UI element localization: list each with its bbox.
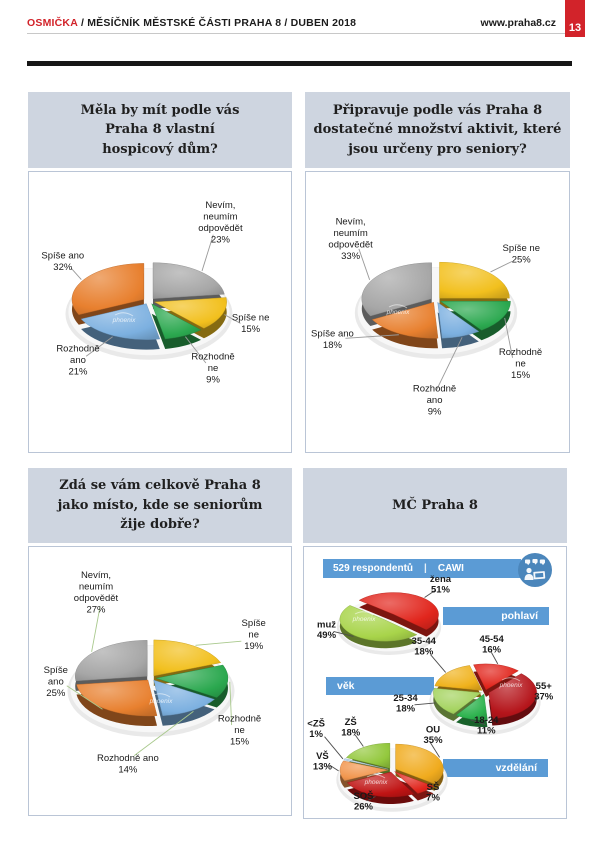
slice-label: Nevím, neumím odpovědět 23% [198,200,243,246]
age-category-label: věk [337,680,355,692]
phoenix-watermark: phoenix [352,616,376,623]
label-leader-line [195,641,241,645]
slice-label: 35-44 18% [411,636,436,658]
website-link[interactable]: www.praha8.cz [480,17,556,29]
phoenix-watermark: phoenix [149,698,173,705]
slice-label: 55+ 37% [534,681,554,703]
pie-chart-education [304,547,566,818]
phoenix-watermark: phoenix [499,682,523,689]
label-leader-line [359,249,370,280]
pie-chart-hospic [29,172,291,452]
slice-label: ZŠ 18% [341,717,361,739]
slice-label: Rozhodně ano 9% [412,383,457,418]
gender-category-label: pohlaví [501,610,538,622]
chart-area [28,546,292,816]
pie-chart-zije-dobre [29,547,291,815]
slice-label: Spíše ano 32% [41,250,85,273]
slice-label: muž 49% [317,619,337,642]
chart-area [28,171,292,453]
slice-label: 25-34 18% [393,692,418,715]
slice-label: Rozhodně ne 15% [498,347,543,382]
question-panel-aktivity [305,92,570,453]
slice-label: Spíše ano 18% [311,328,354,352]
panel-title: MČ Praha 8 [303,468,567,543]
slice-label: žena 51% [429,573,452,596]
brand-logo: OSMIČKA [27,17,78,29]
question-title: Připravuje podle vás Praha 8 dostatečné množství aktivit, které jsou určeny pro seniory? [305,92,570,168]
slice-label: 18-24 11% [474,715,499,737]
page-number: 13 [568,22,582,34]
method-label: CAWI [437,563,464,574]
slice-label: Nevím, neumím odpovědět 27% [73,570,119,616]
phoenix-watermark: phoenix [112,317,136,324]
slice-label: OU 35% [423,724,443,746]
chart-area [305,171,570,453]
header [27,17,356,29]
label-leader-line [71,268,81,279]
question-title: Měla by mít podle vás Praha 8 vlastní hospicový dům? [28,92,292,168]
demographics-panel [303,468,567,819]
survey-respondents-icon [518,553,552,587]
slice-label: Nevím, neumím odpovědět 33% [328,216,373,262]
slice-label: Rozhodně ne 9% [191,351,235,386]
question-panel-hospic [28,92,292,453]
slice-label: VŠ 13% [312,750,332,773]
section-divider-bar [27,61,572,66]
slice-label: Spíše ne 25% [502,243,540,266]
pie-chart-aktivity [306,172,569,452]
label-leader-line [491,261,513,272]
bar-divider: | [424,563,427,574]
slice-label: <ZŠ 1% [307,718,325,740]
education-category-label: vzdělání [495,762,537,774]
slice-label: Rozhodně ano 21% [56,343,100,378]
slice-label: Spíše ne 19% [241,617,266,652]
pie-slice [75,640,147,681]
slice-label: SŠ 7% [426,781,440,804]
slice-label: 45-54 16% [479,634,504,656]
slice-label: Rozhodně ne 15% [217,713,262,748]
pie-slice [153,263,224,299]
phoenix-watermark: phoenix [386,309,410,316]
slice-label: SOŠ 26% [353,791,374,813]
question-panel-zije-dobre [28,468,292,816]
respondents-count: 529 respondentů [333,563,414,574]
phoenix-watermark: phoenix [364,779,388,786]
slice-label: Spíše ano 25% [43,665,68,700]
header-subtitle: / MĚSÍČNÍK MĚSTSKÉ ČÁSTI PRAHA 8 / DUBEN 2018 [80,17,357,29]
question-title: Zdá se vám celkově Praha 8 jako místo, kde se seniorům žije dobře? [28,468,292,543]
slice-label: Rozhodně ano 14% [96,752,159,776]
slice-label: Spíše ne 15% [231,312,270,336]
page-number-badge [565,0,585,37]
demographics-body [303,546,567,819]
header-rule [27,33,585,34]
